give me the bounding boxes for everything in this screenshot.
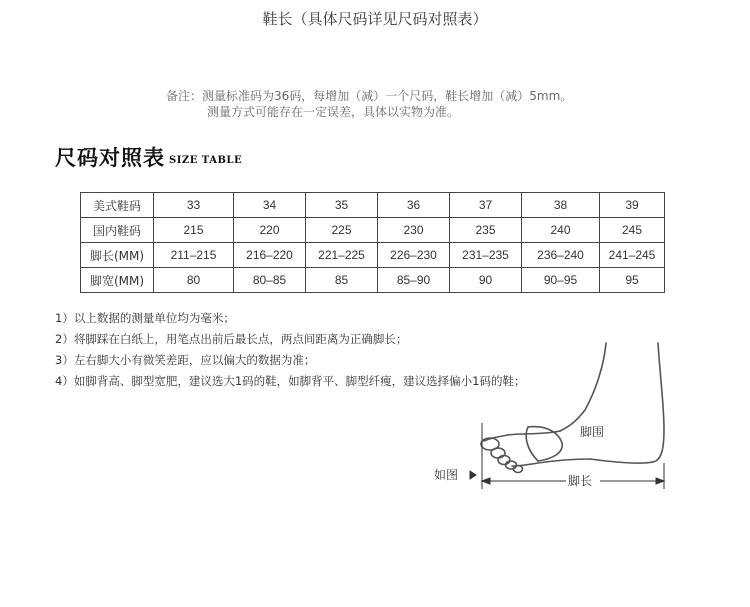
note-line-1: 备注：测量标准码为36码，每增加（减）一个尺码，鞋长增加（减）5mm。 — [166, 89, 573, 103]
table-cell: 34 — [234, 193, 306, 218]
girth-label: 脚围 — [580, 425, 605, 439]
table-cell: 215 — [154, 218, 234, 243]
size-table-title — [55, 142, 242, 172]
table-row-foot-length — [81, 243, 665, 268]
foot-outline-icon — [481, 343, 664, 473]
table-cell: 35 — [306, 193, 378, 218]
table-cell: 85–90 — [378, 268, 450, 293]
table-cell: 33 — [154, 193, 234, 218]
size-note — [166, 88, 572, 120]
table-cell: 231–235 — [450, 243, 522, 268]
arrow-right-icon — [656, 478, 664, 484]
see-figure-label: 如图 — [434, 468, 459, 482]
table-cell: 216–220 — [234, 243, 306, 268]
table-cell: 221–225 — [306, 243, 378, 268]
table-cell: 241–245 — [600, 243, 665, 268]
length-label: 脚长 — [568, 474, 593, 488]
row-label: 脚长(MM) — [81, 243, 154, 268]
table-cell: 220 — [234, 218, 306, 243]
table-cell: 37 — [450, 193, 522, 218]
table-cell: 245 — [600, 218, 665, 243]
table-cell: 80–85 — [234, 268, 306, 293]
row-label: 美式鞋码 — [81, 193, 154, 218]
table-cell: 90 — [450, 268, 522, 293]
tip-item: 1）以上数据的测量单位均为毫米； — [55, 311, 235, 325]
table-cell: 38 — [522, 193, 600, 218]
table-cell: 226–230 — [378, 243, 450, 268]
size-table-title-en: SIZE TABLE — [169, 155, 243, 166]
table-cell: 39 — [600, 193, 665, 218]
table-cell: 90–95 — [522, 268, 600, 293]
table-cell: 230 — [378, 218, 450, 243]
size-table — [80, 192, 665, 293]
foot-measure-diagram — [420, 335, 680, 495]
arrow-left-icon — [482, 478, 490, 484]
tip-item: 3）左右脚大小有微笑差距，应以偏大的数据为准； — [55, 353, 316, 367]
table-cell: 85 — [306, 268, 378, 293]
table-cell: 235 — [450, 218, 522, 243]
note-line-2: 测量方式可能存在一定误差，具体以实物为准。 — [207, 105, 460, 119]
row-label: 国内鞋码 — [81, 218, 154, 243]
table-row-us-size — [81, 193, 665, 218]
table-row-foot-width — [81, 268, 665, 293]
table-cell: 240 — [522, 218, 600, 243]
page-title: 鞋长（具体尺码详见尺码对照表） — [262, 10, 488, 28]
table-cell: 80 — [154, 268, 234, 293]
table-cell: 36 — [378, 193, 450, 218]
tip-item: 2）将脚踩在白纸上，用笔点出前后最长点，两点间距离为正确脚长； — [55, 332, 408, 346]
table-cell: 225 — [306, 218, 378, 243]
size-table-title-cn: 尺码对照表 — [55, 145, 165, 170]
tip-item: 4）如脚背高、脚型宽肥，建议选大1码的鞋，如脚背平、脚型纤瘦，建议选择偏小1码的鞋； — [55, 374, 526, 388]
row-label: 脚宽(MM) — [81, 268, 154, 293]
pointer-right-icon — [470, 471, 476, 479]
table-row-cn-size — [81, 218, 665, 243]
table-cell: 236–240 — [522, 243, 600, 268]
table-cell: 211–215 — [154, 243, 234, 268]
table-cell: 95 — [600, 268, 665, 293]
